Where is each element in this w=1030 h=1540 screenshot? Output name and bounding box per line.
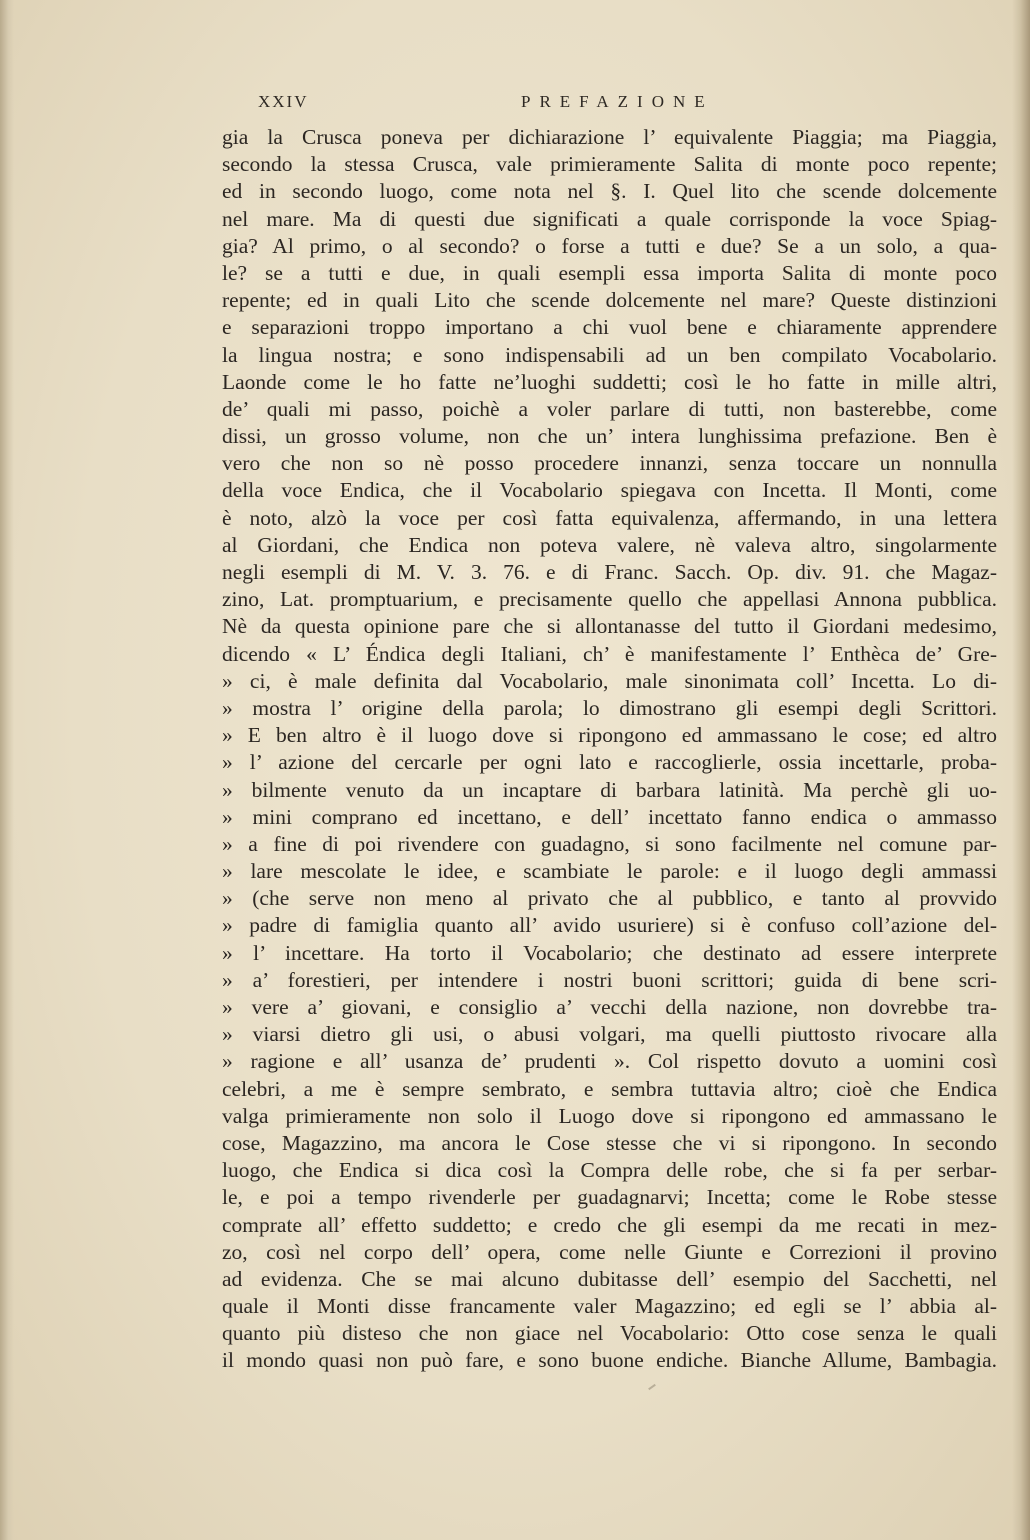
text-line: valga primieramente non solo il Luogo dove si ripongono ed ammassano le bbox=[222, 1103, 997, 1128]
text-line: dissi, un grosso volume, non che un’ intera lunghissima prefazione. Ben è bbox=[222, 424, 997, 449]
text-line: » ci, è male definita dal Vocabolario, male sinonimata coll’ Incetta. Lo di- bbox=[222, 668, 997, 693]
text-line: » viarsi dietro gli usi, o abusi volgari, ma quelli piuttosto rivocare alla bbox=[222, 1022, 997, 1047]
text-line: vero che non so nè posso procedere innanzi, senza toccare un nonnulla bbox=[222, 451, 997, 476]
text-line: secondo la stessa Crusca, vale primieramente Salita di monte poco repente; bbox=[222, 152, 997, 177]
text-line: repente; ed in quali Lito che scende dolcemente nel mare? Queste distinzioni bbox=[222, 288, 997, 313]
text-line: Nè da questa opinione pare che si allontanasse del tutto il Giordani medesimo, bbox=[222, 614, 997, 639]
text-line: zino, Lat. promptuarium, e precisamente quello che appellasi Annona pubblica. bbox=[222, 587, 997, 612]
text-line: gia la Crusca poneva per dichiarazione l’ equivalente Piaggia; ma Piaggia, bbox=[222, 125, 997, 149]
text-line: » E ben altro è il luogo dove si ripongono ed ammassano le cose; ed altro bbox=[222, 723, 997, 748]
text-line: » bilmente venuto da un incaptare di barbara latinità. Ma perchè gli uo- bbox=[222, 777, 997, 802]
text-line: la lingua nostra; e sono indispensabili ad un ben compilato Vocabolario. bbox=[222, 342, 997, 367]
page-edge-shadow bbox=[1012, 0, 1030, 1540]
text-line: » padre di famiglia quanto all’ avido usuriere) si è confuso coll’azione del- bbox=[222, 913, 997, 938]
running-title: PREFAZIONE bbox=[521, 92, 714, 111]
text-line: quanto più disteso che non giace nel Vocabolario: Otto cose senza le quali bbox=[222, 1321, 997, 1346]
text-line: celebri, a me è sempre sembrato, e sembra tuttavia altro; cioè che Endica bbox=[222, 1076, 997, 1101]
text-line: Laonde come le ho fatte ne’luoghi suddetti; così le ho fatte in mille altri, bbox=[222, 369, 997, 394]
text-line: » a’ forestieri, per intendere i nostri buoni scrittori; guida di bene scri- bbox=[222, 967, 997, 992]
text-line: » (che serve non meno al privato che al pubblico, e tanto al provvido bbox=[222, 886, 997, 911]
text-line: dicendo « L’ Éndica degli Italiani, ch’ è manifestamente l’ Enthèca de’ Gre- bbox=[222, 641, 997, 666]
text-line: » ragione e all’ usanza de’ prudenti ». Col rispetto dovuto a uomini così bbox=[222, 1049, 997, 1074]
text-line: ed in secondo luogo, come nota nel §. I. Quel lito che scende dolcemente bbox=[222, 179, 997, 204]
text-line: » lare mescolate le idee, e scambiate le parole: e il luogo degli ammassi bbox=[222, 859, 997, 884]
text-line: è noto, alzò la voce per così fatta equivalenza, affermando, in una lettera bbox=[222, 505, 997, 530]
text-line: gia? Al primo, o al secondo? o forse a tutti e due? Se a un solo, a qua- bbox=[222, 233, 997, 258]
text-line: luogo, che Endica si dica così la Compra delle robe, che si fa per serbar- bbox=[222, 1158, 997, 1183]
text-line: comprate all’ effetto suddetto; e credo che gli esempi da me recati in mez- bbox=[222, 1212, 997, 1237]
text-line: » a fine di poi rivendere con guadagno, si sono facilmente nel comune par- bbox=[222, 831, 997, 856]
page-number: XXIV bbox=[258, 92, 309, 111]
body-text bbox=[222, 124, 997, 1375]
text-line: ad evidenza. Che se mai alcuno dubitasse dell’ esempio del Sacchetti, nel bbox=[222, 1266, 997, 1291]
page-gutter-shadow bbox=[0, 0, 14, 1540]
text-line: della voce Endica, che il Vocabolario spiegava con Incetta. Il Monti, come bbox=[222, 478, 997, 503]
text-line: de’ quali mi passo, poichè a voler parlare di tutti, non basterebbe, come bbox=[222, 396, 997, 421]
text-line: zo, così nel corpo dell’ opera, come nelle Giunte e Correzioni il provino bbox=[222, 1239, 997, 1264]
running-header bbox=[222, 92, 997, 116]
text-line: cose, Magazzino, ma ancora le Cose stesse che vi si ripongono. In secondo bbox=[222, 1130, 997, 1155]
text-line: le, e poi a tempo rivenderle per guadagnarvi; Incetta; come le Robe stesse bbox=[222, 1185, 997, 1210]
text-line: » vere a’ giovani, e consiglio a’ vecchi della nazione, non dovrebbe tra- bbox=[222, 995, 997, 1019]
text-line: nel mare. Ma di questi due significati a quale corrisponde la voce Spiag- bbox=[222, 206, 997, 231]
text-line: » l’ azione del cercarle per ogni lato e raccoglierle, ossia incettarle, proba- bbox=[222, 750, 997, 775]
text-line: quale il Monti disse francamente valer Magazzino; ed egli se l’ abbia al- bbox=[222, 1294, 997, 1319]
text-line: le? se a tutti e due, in quali esempli essa importa Salita di monte poco bbox=[222, 260, 997, 285]
text-line: il mondo quasi non può fare, e sono buone endiche. Bianche Allume, Bambagia. bbox=[222, 1348, 997, 1373]
text-line: al Giordani, che Endica non poteva valere, nè valeva altro, singolarmente bbox=[222, 532, 997, 557]
text-line: e separazioni troppo importano a chi vuol bene e chiaramente apprendere bbox=[222, 315, 997, 340]
paper-speck bbox=[648, 1384, 656, 1390]
text-line: » mostra l’ origine della parola; lo dimostrano gli esempi degli Scrittori. bbox=[222, 695, 997, 720]
text-line: negli esempli di M. V. 3. 76. e di Franc. Sacch. Op. div. 91. che Magaz- bbox=[222, 560, 997, 584]
text-line: » l’ incettare. Ha torto il Vocabolario; che destinato ad essere interprete bbox=[222, 940, 997, 965]
text-line: » mini comprano ed incettano, e dell’ incettato fanno endica o ammasso bbox=[222, 804, 997, 829]
